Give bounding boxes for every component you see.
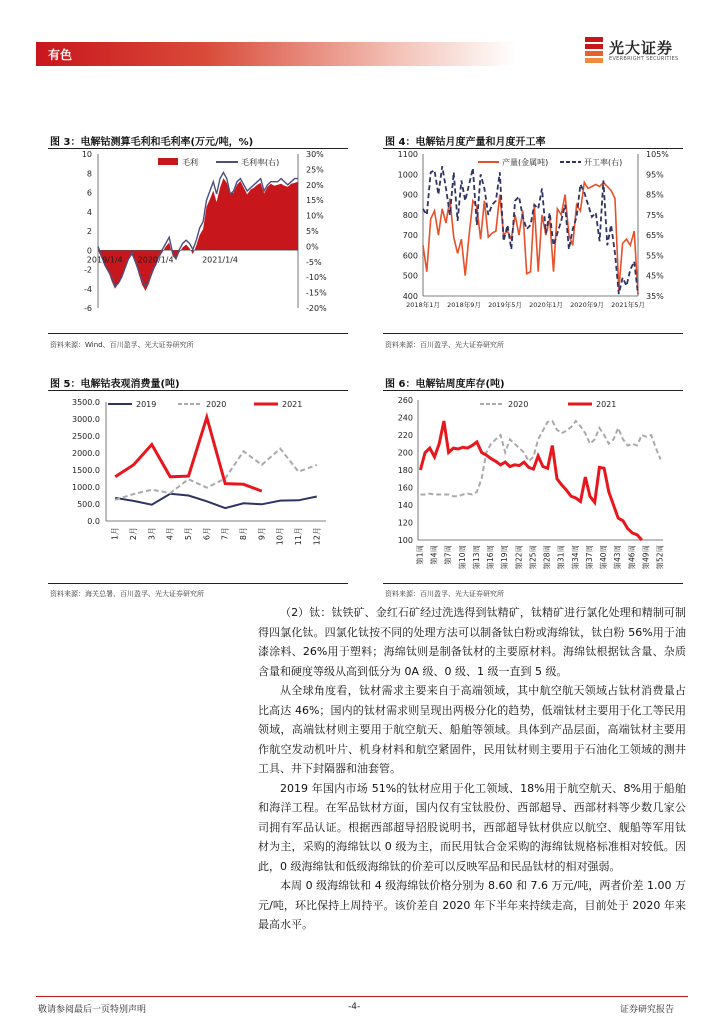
right-axis-tick: 0% bbox=[306, 242, 319, 252]
x-axis-tick: 4月 bbox=[165, 527, 175, 541]
right-axis-tick: -20% bbox=[306, 304, 327, 313]
y-axis-tick: 240 bbox=[397, 413, 413, 423]
section-band bbox=[36, 42, 516, 66]
body-text bbox=[258, 603, 686, 935]
x-axis-tick: 2月 bbox=[129, 527, 138, 541]
left-axis-tick: 1100 bbox=[397, 150, 418, 159]
figure-4-source: 资料来源：百川盈孚、光大证券研究所 bbox=[385, 341, 504, 349]
x-axis-tick: 第13周 bbox=[471, 545, 481, 570]
x-axis-tick: 12月 bbox=[312, 527, 322, 546]
x-axis-tick: 2020年1月 bbox=[529, 301, 563, 309]
x-axis-tick: 第25周 bbox=[528, 545, 538, 570]
legend-margin-label: 毛利率(右) bbox=[241, 158, 280, 167]
figure-6-bottom-rule bbox=[383, 583, 683, 584]
figure-6-title: 图 6：电解钴周度库存(吨) bbox=[385, 379, 505, 390]
x-axis-tick: 第37周 bbox=[584, 545, 594, 570]
figure-5-title: 图 5：电解钴表观消费量(吨) bbox=[50, 379, 180, 390]
figure-3-chart bbox=[48, 148, 348, 318]
right-axis-tick: 5% bbox=[306, 227, 319, 236]
y-axis-tick: 3500.0 bbox=[72, 398, 100, 407]
y-axis-tick: 2500.0 bbox=[72, 432, 100, 441]
x-axis-tick: 11月 bbox=[294, 527, 303, 546]
company-logo bbox=[585, 37, 695, 67]
y-axis-tick: 180 bbox=[397, 466, 413, 475]
right-axis-tick: 25% bbox=[306, 165, 324, 175]
footer-disclaimer: 敬请参阅最后一页特别声明 bbox=[38, 1005, 147, 1015]
right-axis-tick: 85% bbox=[646, 190, 664, 200]
logo-subtext: EVERBRIGHT SECURITIES bbox=[609, 56, 679, 62]
left-axis-tick: 8 bbox=[86, 169, 92, 179]
left-axis-tick: 1000 bbox=[397, 170, 418, 180]
x-axis-tick: 第7周 bbox=[443, 545, 453, 565]
x-axis-tick: 2019/1/4 bbox=[86, 255, 123, 265]
left-axis-tick: 500 bbox=[402, 271, 418, 281]
x-axis-tick: 第28周 bbox=[542, 545, 552, 570]
right-axis-tick: 65% bbox=[646, 231, 664, 241]
y-axis-tick: 160 bbox=[397, 483, 413, 493]
right-axis-tick: 95% bbox=[646, 170, 664, 180]
series-line-2019 bbox=[115, 494, 317, 508]
left-axis-tick: -6 bbox=[84, 304, 92, 313]
x-axis-tick: 2020/1/4 bbox=[137, 255, 174, 265]
x-axis-tick: 第10周 bbox=[457, 545, 467, 570]
paragraph-global-demand: 从全球角度看，钛材需求主要来自于高端领域，其中航空航天领域占钛材消费量占比高达 46%；国内的钛材需求则呈现出两极分化的趋势，低端钛材主要用于化工等民用领域，高端钛材则主要用于航空航天、船舶等领域。具体到产品层面，高端钛材主要用作航空发动机叶片、机身材料和航空紧固件，民用钛材则主要用于石油化工领域的测井工具、井下封隔器和油套管。 bbox=[258, 684, 686, 775]
right-axis-tick: 15% bbox=[306, 196, 324, 206]
figure-3-source: 资料来源：Wind、百川盈孚、光大证券研究所 bbox=[50, 341, 194, 349]
x-axis-tick: 第43周 bbox=[613, 545, 623, 570]
right-axis-tick: 20% bbox=[306, 180, 324, 190]
y-axis-tick: 100 bbox=[397, 536, 413, 545]
left-axis-tick: 6 bbox=[86, 188, 92, 198]
figure-5-bottom-rule bbox=[48, 583, 348, 584]
page-number: -4- bbox=[348, 1002, 361, 1012]
x-axis-tick: 9月 bbox=[257, 527, 267, 541]
right-axis-tick: 105% bbox=[646, 150, 669, 159]
x-axis-tick: 6月 bbox=[202, 527, 212, 541]
right-axis-tick: 30% bbox=[306, 150, 324, 159]
x-axis-tick: 第49周 bbox=[641, 545, 651, 570]
y-axis-tick: 500.0 bbox=[77, 500, 100, 509]
series-line-2020 bbox=[115, 449, 317, 500]
x-axis-tick: 第16周 bbox=[486, 545, 496, 570]
right-axis-tick: 55% bbox=[646, 251, 664, 261]
legend-production-label: 产量(金属吨) bbox=[502, 158, 549, 167]
x-axis-tick: 10月 bbox=[275, 527, 285, 546]
figure-5-source: 资料来源：海关总署、百川盈孚、光大证券研究所 bbox=[50, 590, 204, 598]
x-axis-tick: 第31周 bbox=[556, 545, 566, 570]
right-axis-tick: 45% bbox=[646, 271, 664, 281]
left-axis-tick: -4 bbox=[84, 284, 92, 294]
x-axis-tick: 2021/1/4 bbox=[202, 255, 239, 265]
y-axis-tick: 0.0 bbox=[87, 517, 100, 526]
y-axis-tick: 3000.0 bbox=[72, 415, 100, 424]
series-line-2021 bbox=[420, 421, 641, 540]
figure-6-source: 资料来源：百川盈孚、光大证券研究所 bbox=[385, 590, 504, 598]
legend-profit-label: 毛利 bbox=[182, 158, 198, 167]
legend-rate-label: 开工率(右) bbox=[584, 158, 623, 167]
legend-label-2019: 2019 bbox=[136, 400, 157, 409]
figure-3-bottom-rule bbox=[48, 333, 348, 334]
right-axis-tick: -15% bbox=[306, 288, 327, 298]
right-axis-tick: 10% bbox=[306, 211, 324, 221]
x-axis-tick: 5月 bbox=[184, 527, 193, 541]
left-axis-tick: 4 bbox=[86, 207, 92, 217]
paragraph-titanium-intro: （2）钛：钛铁矿、金红石矿经过洗选得到钛精矿，钛精矿进行氯化处理和精制可制得四氯化钛。四氯化钛按不同的处理方法可以制备钛白粉或海绵钛，钛白粉 56%用于油漆涂料、26%用于塑料；海绵钛则是制备钛材的主要原材料。海绵钛根据钛含量、杂质含量和硬度等级从高到低分为 0A 级、0 级、1 级一直到 5 级。 bbox=[258, 606, 686, 678]
left-axis-tick: 10 bbox=[81, 150, 92, 159]
logo-text: 光大证券 bbox=[609, 39, 674, 57]
left-axis-tick: -2 bbox=[84, 265, 92, 275]
figure-4-title: 图 4：电解钴月度产量和月度开工率 bbox=[385, 137, 546, 148]
y-axis-tick: 1500.0 bbox=[72, 466, 100, 475]
y-axis-tick: 260 bbox=[397, 396, 413, 405]
x-axis-tick: 第19周 bbox=[500, 545, 510, 570]
x-axis-tick: 第1周 bbox=[415, 545, 425, 565]
left-axis-tick: 600 bbox=[402, 251, 418, 261]
legend-label-2020: 2020 bbox=[508, 400, 529, 409]
y-axis-tick: 200 bbox=[397, 448, 413, 458]
x-axis-tick: 2018年9月 bbox=[447, 301, 481, 309]
left-axis-tick: 800 bbox=[402, 210, 418, 220]
x-axis-tick: 2018年1月 bbox=[406, 301, 440, 309]
x-axis-tick: 2020年9月 bbox=[570, 301, 604, 309]
figure-5-chart bbox=[48, 390, 348, 580]
x-axis-tick: 第46周 bbox=[627, 545, 637, 570]
x-axis-tick: 1月 bbox=[110, 527, 120, 541]
y-axis-tick: 120 bbox=[397, 518, 413, 528]
x-axis-tick: 3月 bbox=[147, 527, 157, 541]
paragraph-weekly-price: 本周 0 级海绵钛和 4 级海绵钛价格分别为 8.60 和 7.6 万元/吨，两者价差 1.00 万元/吨，环比保持上周持平。该价差自 2020 年下半年来持续走高，目前处于 2020 年来最高水平。 bbox=[258, 879, 686, 931]
x-axis-tick: 2021年5月 bbox=[611, 301, 645, 309]
y-axis-tick: 220 bbox=[397, 431, 413, 440]
left-axis-tick: 2 bbox=[86, 227, 92, 236]
x-axis-tick: 第40周 bbox=[599, 545, 609, 570]
logo-mark-icon bbox=[585, 37, 603, 63]
footer-rule bbox=[36, 996, 688, 997]
page-header bbox=[0, 0, 724, 70]
figure-4-bottom-rule bbox=[383, 333, 683, 334]
legend-profit-swatch bbox=[158, 158, 178, 165]
y-axis-tick: 1000.0 bbox=[72, 483, 100, 492]
y-axis-tick: 140 bbox=[397, 501, 413, 510]
x-axis-tick: 第4周 bbox=[429, 545, 439, 565]
left-axis-tick: 0 bbox=[86, 246, 92, 256]
x-axis-tick: 8月 bbox=[239, 527, 248, 541]
legend-label-2021: 2021 bbox=[596, 400, 617, 409]
right-axis-tick: 35% bbox=[646, 292, 664, 301]
right-axis-tick: -10% bbox=[306, 273, 327, 283]
right-axis-tick: 75% bbox=[646, 210, 664, 220]
figure-6-chart bbox=[383, 390, 683, 580]
right-axis-tick: -5% bbox=[306, 257, 322, 267]
x-axis-tick: 7月 bbox=[220, 527, 230, 541]
footer-doc-type: 证券研究报告 bbox=[620, 1005, 675, 1015]
left-axis-tick: 700 bbox=[402, 231, 418, 241]
section-label: 有色 bbox=[48, 48, 73, 62]
x-axis-tick: 第34周 bbox=[570, 545, 580, 570]
figure-4-chart bbox=[383, 148, 683, 318]
figure-3-title: 图 3：电解钴测算毛利和毛利率(万元/吨，%) bbox=[50, 137, 254, 148]
x-axis-tick: 2019年5月 bbox=[488, 301, 522, 309]
y-axis-tick: 2000.0 bbox=[72, 449, 100, 458]
left-axis-tick: 400 bbox=[402, 292, 418, 301]
x-axis-tick: 第52周 bbox=[655, 545, 665, 570]
legend-label-2021: 2021 bbox=[282, 400, 303, 409]
x-axis-tick: 第22周 bbox=[514, 545, 524, 570]
paragraph-domestic-market: 2019 年国内市场 51%的钛材应用于化工领域、18%用于航空航天、8%用于船舶和海洋工程。在军品钛材方面，国内仅有宝钛股份、西部超导、西部材料等少数几家公司拥有军品认证。根据西部超导招股说明书，西部超导钛材供应以航空、舰船等军用钛材为主，采购的海绵钛以 0 级为主，而民用钛合金采购的海绵钛规格标准相对较低。因此，0 级海绵钛和低级海绵钛的价差可以反映军品和民品钛材的相对强弱。 bbox=[258, 781, 686, 873]
left-axis-tick: 900 bbox=[402, 190, 418, 200]
legend-label-2020: 2020 bbox=[206, 400, 227, 409]
